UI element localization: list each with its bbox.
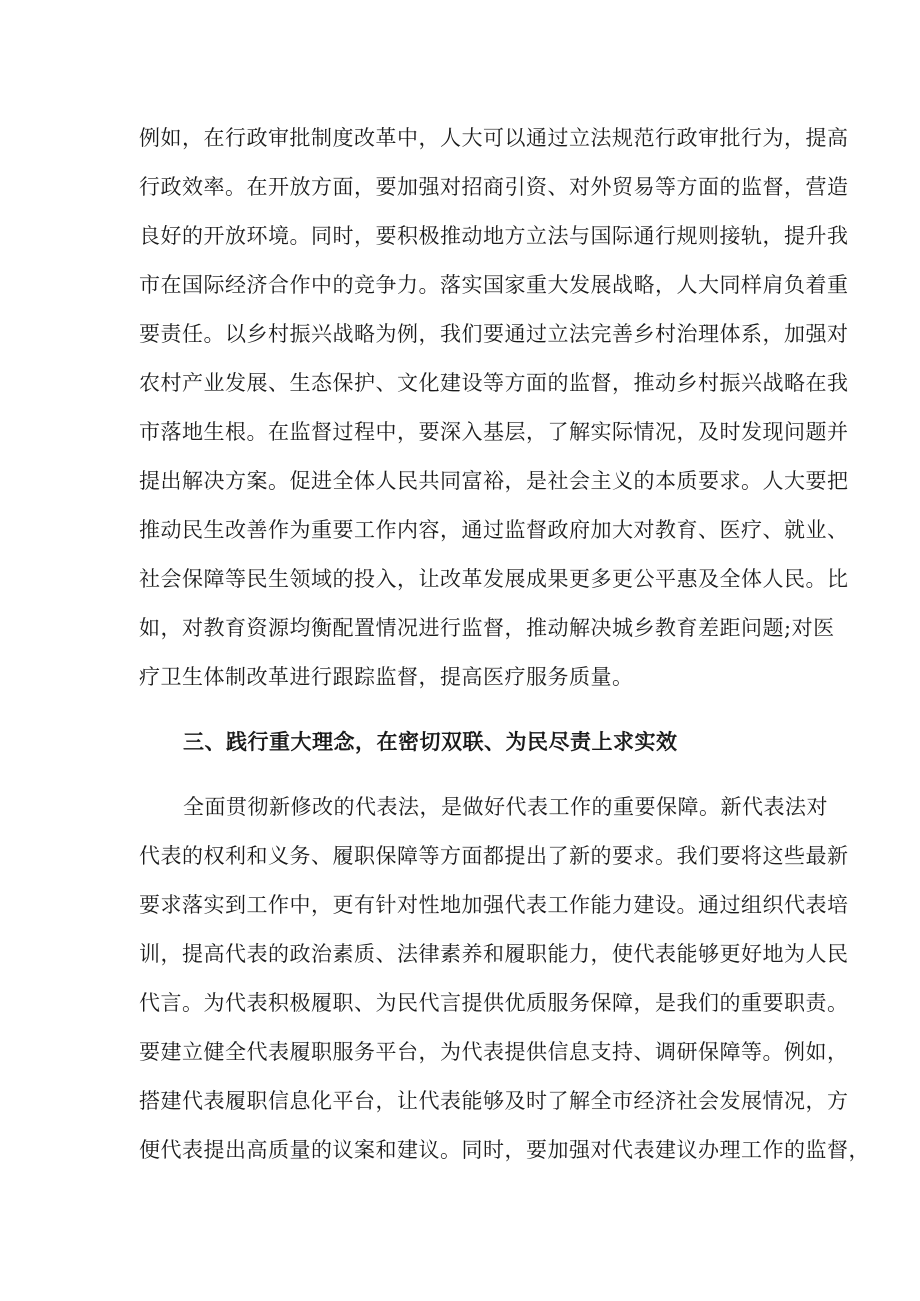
paragraph-line: 要建立健全代表履职服务平台，为代表提供信息支持、调研保障等。例如， (139, 1040, 849, 1064)
paragraph-line: 如，对教育资源均衡配置情况进行监督，推动解决城乡教育差距问题;对医 (139, 616, 835, 640)
paragraph-line: 全面贯彻新修改的代表法，是做好代表工作的重要保障。新代表法对 (183, 795, 828, 819)
paragraph-line: 良好的开放环境。同时，要积极推动地方立法与国际通行规则接轨，提升我 (139, 224, 849, 248)
paragraph-line: 提出解决方案。促进全体人民共同富裕，是社会主义的本质要求。人大要把 (139, 469, 849, 493)
paragraph-line: 便代表提出高质量的议案和建议。同时，要加强对代表建议办理工作的监督， (139, 1138, 870, 1162)
paragraph-line: 要求落实到工作中，更有针对性地加强代表工作能力建设。通过组织代表培 (139, 893, 849, 917)
paragraph-line: 例如，在行政审批制度改革中，人大可以通过立法规范行政审批行为，提高 (139, 126, 849, 150)
paragraph-line: 代言。为代表积极履职、为民代言提供优质服务保障，是我们的重要职责。 (139, 991, 849, 1015)
paragraph-line: 社会保障等民生领域的投入，让改革发展成果更多更公平惠及全体人民。比 (139, 567, 849, 591)
paragraph-line: 行政效率。在开放方面，要加强对招商引资、对外贸易等方面的监督，营造 (139, 175, 849, 199)
paragraph-line: 疗卫生体制改革进行跟踪监督，提高医疗服务质量。 (139, 665, 634, 689)
paragraph-line: 要责任。以乡村振兴战略为例，我们要通过立法完善乡村治理体系，加强对 (139, 322, 849, 346)
paragraph-line: 代表的权利和义务、履职保障等方面都提出了新的要求。我们要将这些最新 (139, 844, 849, 868)
section-heading: 三、践行重大理念，在密切双联、为民尽责上求实效 (183, 729, 678, 754)
paragraph-line: 市在国际经济合作中的竞争力。落实国家重大发展战略，人大同样肩负着重 (139, 273, 849, 297)
paragraph-line: 搭建代表履职信息化平台，让代表能够及时了解全市经济社会发展情况，方 (139, 1089, 849, 1113)
paragraph-line: 推动民生改善作为重要工作内容，通过监督政府加大对教育、医疗、就业、 (139, 518, 849, 542)
paragraph-line: 市落地生根。在监督过程中，要深入基层，了解实际情况，及时发现问题并 (139, 420, 849, 444)
paragraph-line: 农村产业发展、生态保护、文化建设等方面的监督，推动乡村振兴战略在我 (139, 371, 849, 395)
paragraph-line: 训，提高代表的政治素质、法律素养和履职能力，使代表能够更好地为人民 (139, 942, 849, 966)
